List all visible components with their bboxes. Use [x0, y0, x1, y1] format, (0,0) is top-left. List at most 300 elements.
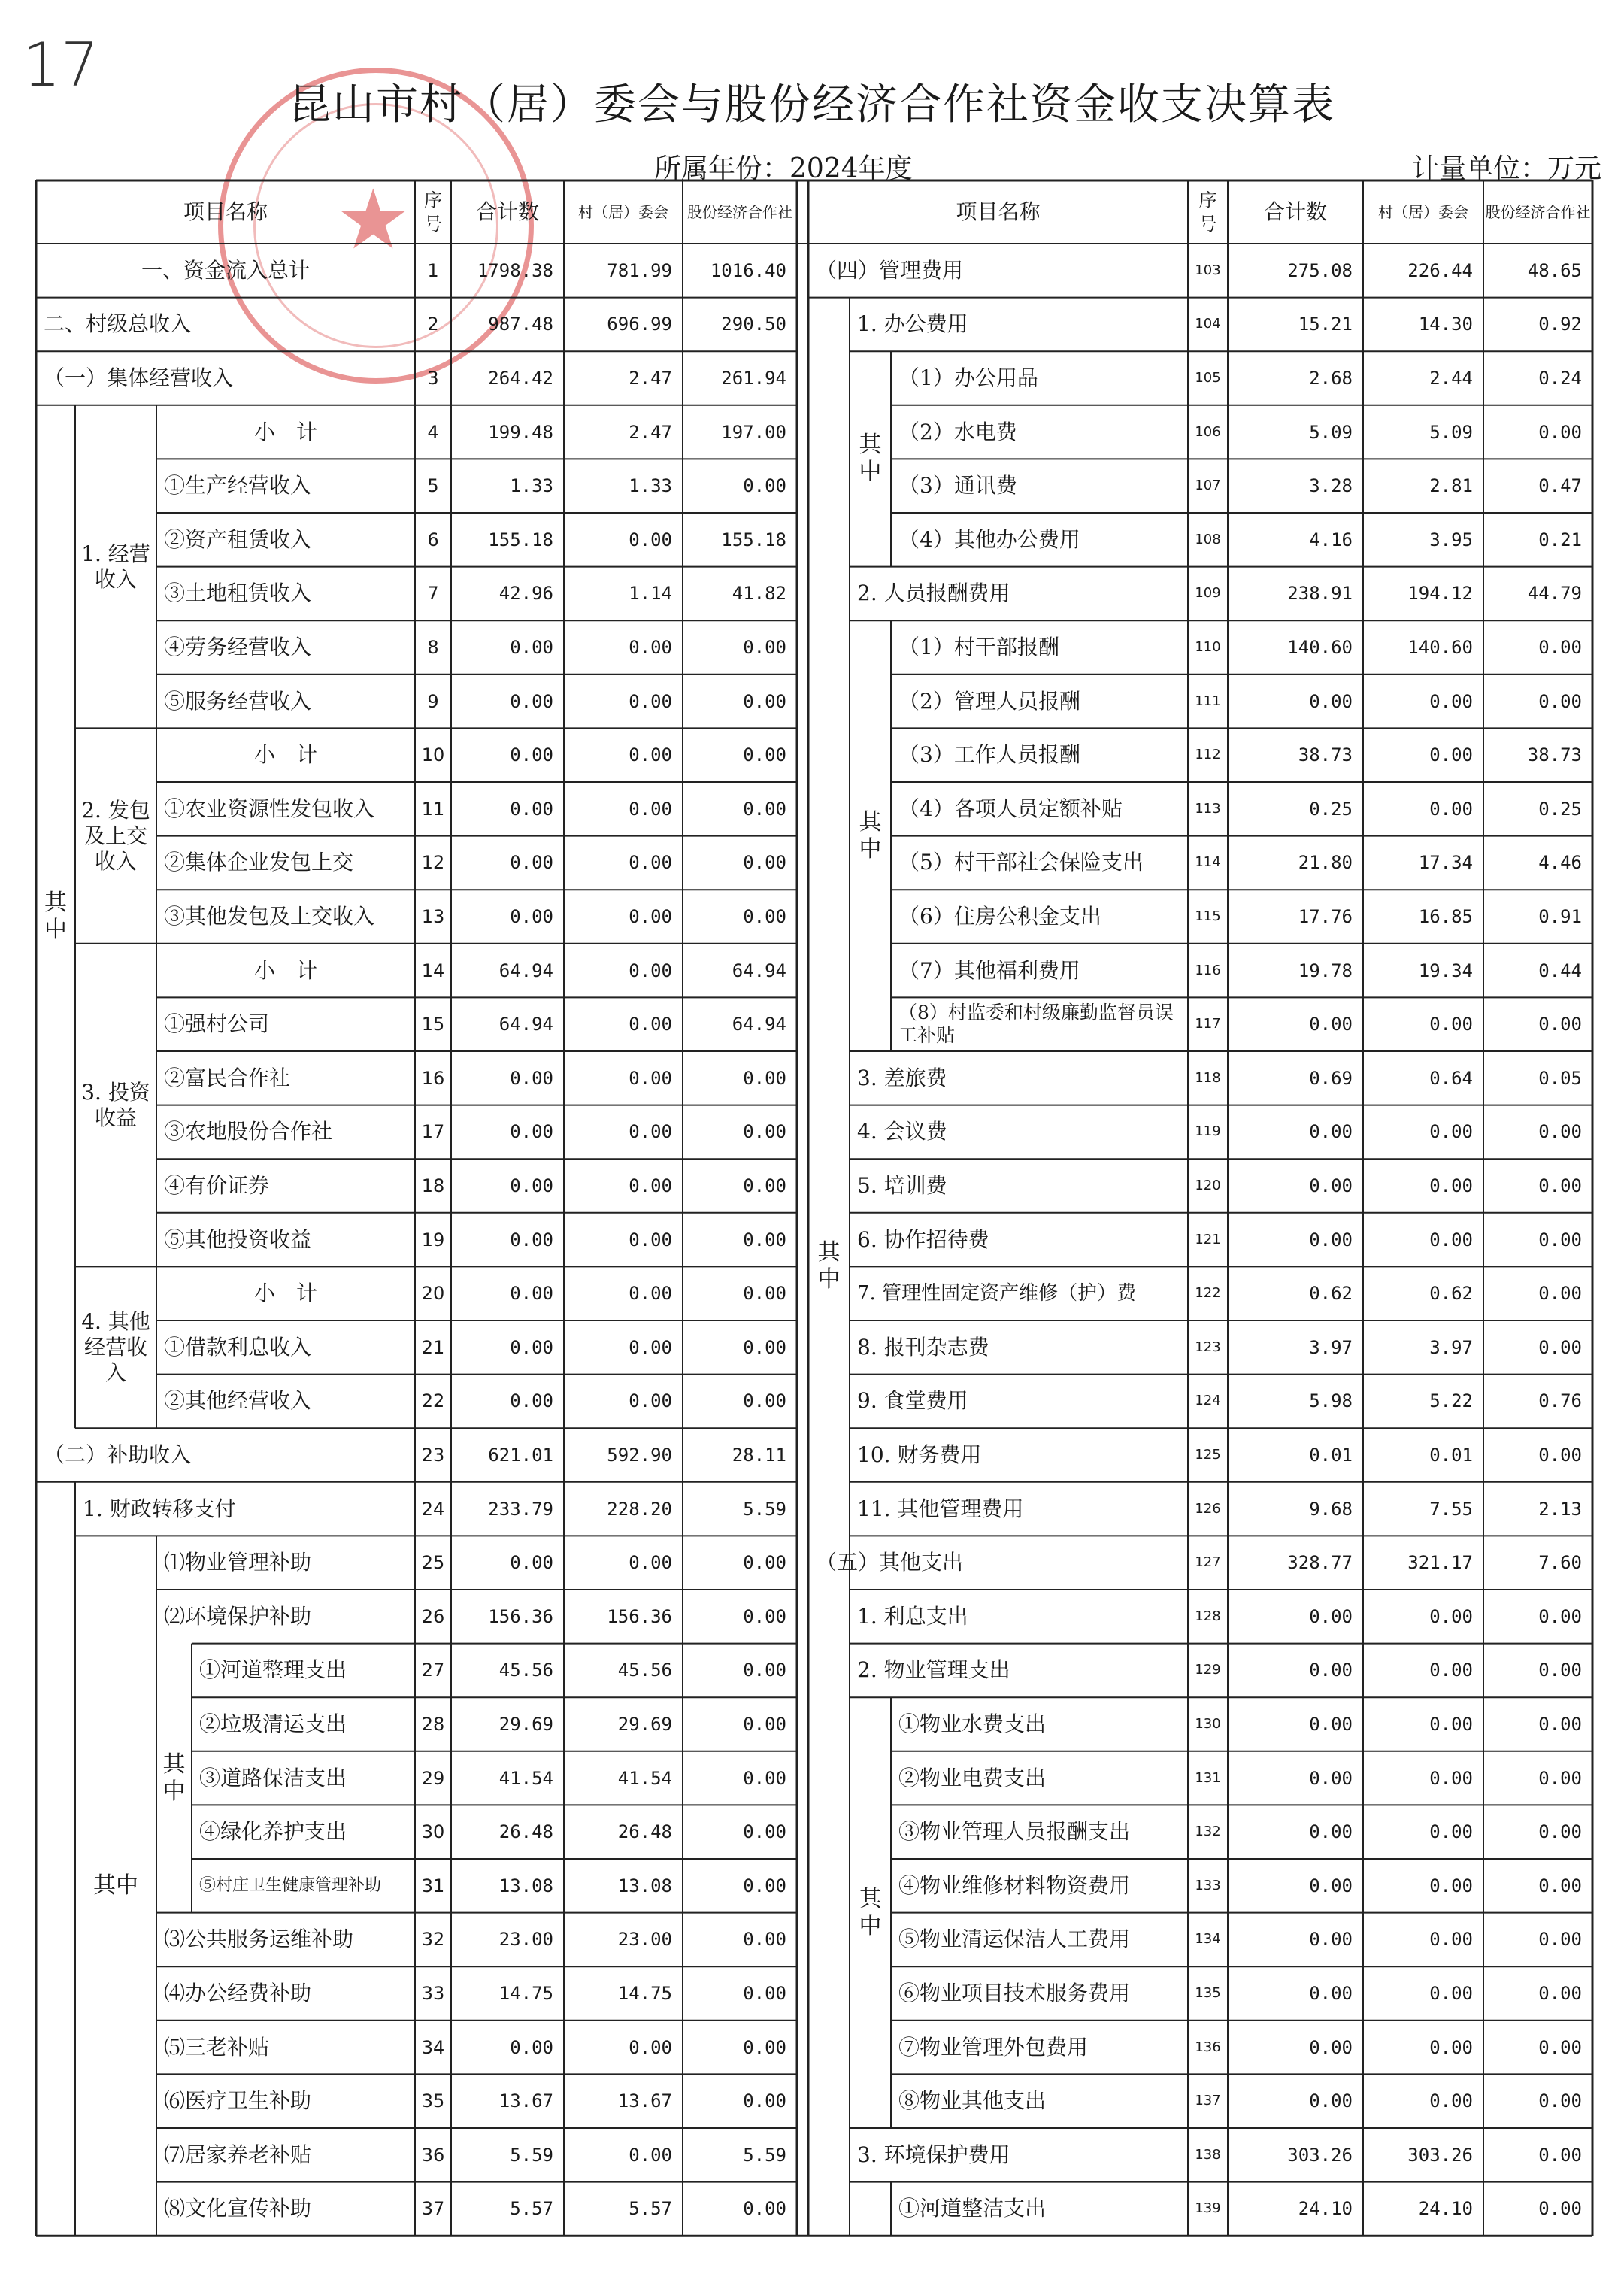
right-committee: 5.09 [1429, 421, 1473, 443]
left-item-name: ⑤村庄卫生健康管理补助 [199, 1875, 382, 1895]
right-total: 140.60 [1287, 636, 1353, 658]
left-coop: 5.59 [743, 2144, 786, 2166]
left-seq: 8 [427, 636, 439, 658]
left-item-name: ①农业资源性发包收入 [164, 796, 375, 821]
right-coop: 0.21 [1538, 529, 1582, 550]
right-committee: 0.00 [1429, 1121, 1473, 1143]
left-coop: 0.00 [743, 1875, 786, 1896]
header-committee: 村（居）委会 [1378, 203, 1468, 221]
right-seq: 128 [1195, 1608, 1221, 1624]
left-total: 155.18 [488, 529, 553, 550]
left-committee: 2.47 [629, 421, 672, 443]
left-coop: 5.59 [743, 1498, 786, 1520]
left-total: 5.59 [510, 2144, 553, 2166]
left-seq: 11 [421, 798, 445, 820]
right-total: 0.25 [1309, 798, 1353, 820]
left-coop: 64.94 [732, 960, 786, 981]
left-seq: 21 [421, 1336, 445, 1358]
right-item-name: ③物业管理人员报酬支出 [898, 1819, 1131, 1845]
header-item-name: 项目名称 [183, 199, 268, 224]
right-item-name: 3. 差旅费 [857, 1065, 947, 1090]
left-item-name: ⑻文化宣传补助 [164, 2196, 312, 2221]
left-coop: 28.11 [732, 1444, 786, 1466]
right-item-name: 11. 其他管理费用 [857, 1496, 1024, 1521]
left-committee: 0.00 [629, 690, 672, 712]
right-committee: 0.01 [1429, 1444, 1473, 1466]
right-seq: 129 [1195, 1662, 1221, 1678]
right-seq: 118 [1195, 1069, 1221, 1086]
left-coop: 197.00 [721, 421, 786, 443]
left-item-name: ②集体企业发包上交 [164, 850, 354, 875]
right-seq: 133 [1195, 1877, 1221, 1893]
right-total: 0.00 [1309, 2036, 1353, 2058]
right-seq: 112 [1195, 747, 1221, 763]
right-committee: 0.00 [1429, 798, 1473, 820]
right-total: 17.76 [1298, 905, 1353, 927]
right-total: 0.00 [1309, 1821, 1353, 1843]
right-total: 0.00 [1309, 690, 1353, 712]
left-item-name: ②富民合作社 [164, 1065, 291, 1090]
right-item-name: ②物业电费支出 [898, 1765, 1047, 1790]
right-total: 0.00 [1309, 1713, 1353, 1735]
left-total: 0.00 [510, 905, 553, 927]
right-item-name: （五）其他支出 [816, 1550, 964, 1575]
left-seq: 36 [421, 2144, 445, 2166]
right-seq: 136 [1195, 2039, 1221, 2055]
right-seq: 103 [1195, 262, 1221, 278]
right-coop: 0.00 [1538, 1821, 1582, 1843]
right-item-name: （1）办公用品 [898, 365, 1038, 390]
right-total: 2.68 [1309, 367, 1353, 389]
left-committee: 0.00 [629, 1229, 672, 1251]
left-total: 23.00 [498, 1929, 553, 1951]
right-seq: 109 [1195, 585, 1221, 602]
right-total: 24.10 [1298, 2198, 1353, 2220]
header-item-name: 项目名称 [956, 199, 1041, 224]
left-seq: 35 [421, 2090, 445, 2112]
left-seq: 19 [421, 1229, 445, 1251]
left-seq: 31 [421, 1875, 445, 1896]
left-coop: 0.00 [743, 475, 786, 497]
left-committee: 1.14 [629, 583, 672, 605]
left-item-name: ①生产经营收入 [164, 473, 312, 499]
right-coop: 0.00 [1538, 2036, 1582, 2058]
right-item-name: ⑦物业管理外包费用 [898, 2034, 1089, 2060]
right-seq: 130 [1195, 1715, 1221, 1732]
left-seq: 25 [421, 1552, 445, 1574]
left-coop: 0.00 [743, 1605, 786, 1627]
right-seq: 123 [1195, 1338, 1221, 1355]
left-item-name: ②其他经营收入 [164, 1388, 312, 1414]
right-item-name: （四）管理费用 [816, 257, 964, 283]
right-seq: 105 [1195, 369, 1221, 386]
left-total: 0.00 [510, 1121, 553, 1143]
left-total: 64.94 [498, 1014, 553, 1035]
left-item-name: ④绿化养护支出 [199, 1819, 347, 1845]
left-item-name: ③道路保洁支出 [199, 1765, 347, 1790]
right-coop: 0.00 [1538, 1283, 1582, 1305]
left-seq: 13 [421, 905, 445, 927]
left-committee: 0.00 [629, 1336, 672, 1358]
right-total: 238.91 [1287, 583, 1353, 605]
right-seq: 122 [1195, 1285, 1221, 1302]
right-coop: 0.00 [1538, 1982, 1582, 2004]
left-qizhong-env: 其中 [162, 1751, 186, 1805]
right-item-name: ④物业维修材料物资费用 [898, 1872, 1131, 1898]
left-committee: 0.00 [629, 529, 672, 550]
left-committee: 26.48 [617, 1821, 672, 1843]
left-committee: 13.67 [617, 2090, 672, 2112]
left-total: 0.00 [510, 1552, 553, 1574]
right-coop: 0.00 [1538, 1660, 1582, 1681]
right-committee: 194.12 [1407, 583, 1473, 605]
right-coop: 0.00 [1538, 690, 1582, 712]
right-seq: 131 [1195, 1769, 1221, 1786]
right-committee: 0.00 [1429, 1605, 1473, 1627]
right-total: 3.28 [1309, 475, 1353, 497]
right-total: 3.97 [1309, 1336, 1353, 1358]
fiscal-year: 所属年份：2024年度 [654, 153, 913, 184]
left-coop: 0.00 [743, 1929, 786, 1951]
left-committee: 0.00 [629, 1390, 672, 1412]
left-seq: 22 [421, 1390, 445, 1412]
left-item-name: ⑤其他投资收益 [164, 1226, 312, 1252]
right-total: 5.98 [1309, 1390, 1353, 1412]
header-seq: 序号 [424, 189, 442, 235]
right-coop: 0.76 [1538, 1390, 1582, 1412]
right-coop: 0.00 [1538, 1121, 1582, 1143]
left-committee: 0.00 [629, 1121, 672, 1143]
left-total: 1.33 [510, 475, 553, 497]
right-committee: 0.00 [1429, 1929, 1473, 1951]
right-committee: 0.00 [1429, 1821, 1473, 1843]
right-committee: 226.44 [1407, 259, 1473, 281]
left-seq: 12 [421, 852, 445, 874]
right-coop: 0.00 [1538, 1713, 1582, 1735]
right-committee: 303.26 [1407, 2144, 1473, 2166]
right-item-name: 9. 食堂费用 [857, 1388, 968, 1414]
right-seq: 139 [1195, 2200, 1221, 2217]
left-coop: 0.00 [743, 1283, 786, 1305]
left-coop: 0.00 [743, 1067, 786, 1089]
right-seq: 119 [1195, 1123, 1221, 1140]
right-committee: 19.34 [1418, 960, 1473, 981]
right-committee: 5.22 [1429, 1390, 1473, 1412]
left-coop: 0.00 [743, 2090, 786, 2112]
left-coop: 0.00 [743, 798, 786, 820]
group-other-income: 4. 其他经营收入 [81, 1308, 150, 1385]
right-seq: 108 [1195, 531, 1221, 547]
right-committee: 3.97 [1429, 1336, 1473, 1358]
left-coop: 155.18 [721, 529, 786, 550]
right-seq: 120 [1195, 1177, 1221, 1193]
right-total: 15.21 [1298, 314, 1353, 335]
left-committee: 0.00 [629, 960, 672, 981]
right-item-name: 3. 环境保护费用 [857, 2142, 1010, 2167]
group-contract-income: 2. 发包及上交收入 [81, 797, 150, 874]
right-total: 38.73 [1298, 744, 1353, 766]
right-total: 5.09 [1309, 421, 1353, 443]
right-total: 0.00 [1309, 1175, 1353, 1196]
left-seq: 9 [427, 690, 439, 712]
left-coop: 0.00 [743, 1552, 786, 1574]
right-coop: 0.00 [1538, 1229, 1582, 1251]
left-coop: 0.00 [743, 636, 786, 658]
right-qizhong-personnel: 其中 [859, 808, 882, 863]
right-committee: 0.00 [1429, 1229, 1473, 1251]
right-committee: 140.60 [1407, 636, 1473, 658]
left-coop: 41.82 [732, 583, 786, 605]
right-coop: 48.65 [1527, 259, 1582, 281]
left-seq: 3 [427, 367, 439, 389]
left-coop: 0.00 [743, 1660, 786, 1681]
right-item-name: 2. 物业管理支出 [857, 1657, 1010, 1683]
left-seq: 20 [421, 1283, 445, 1305]
left-item-name: ③土地租赁收入 [164, 581, 312, 606]
left-coop: 261.94 [721, 367, 786, 389]
right-seq: 104 [1195, 316, 1221, 332]
left-total: 13.67 [498, 2090, 553, 2112]
left-total: 5.57 [510, 2198, 553, 2220]
left-qizhong-income: 其中 [44, 889, 67, 943]
header-total: 合计数 [475, 199, 539, 224]
right-committee: 2.81 [1429, 475, 1473, 497]
left-item-name: ⑶公共服务运维补助 [164, 1927, 354, 1952]
right-seq: 111 [1195, 693, 1221, 709]
left-seq: 1 [427, 259, 439, 281]
right-seq: 138 [1195, 2146, 1221, 2163]
left-committee: 1.33 [629, 475, 672, 497]
left-committee: 23.00 [617, 1929, 672, 1951]
right-seq: 114 [1195, 854, 1221, 871]
right-seq: 110 [1195, 638, 1221, 655]
right-coop: 0.00 [1538, 1014, 1582, 1035]
right-total: 0.00 [1309, 1982, 1353, 2004]
right-committee: 321.17 [1407, 1552, 1473, 1574]
left-total: 0.00 [510, 1336, 553, 1358]
right-coop: 0.00 [1538, 636, 1582, 658]
right-seq: 135 [1195, 1984, 1221, 2001]
left-total: 45.56 [498, 1660, 553, 1681]
right-item-name: （4）其他办公费用 [898, 526, 1080, 552]
left-committee: 41.54 [617, 1767, 672, 1789]
right-item-name: （6）住房公积金支出 [898, 903, 1101, 929]
right-committee: 0.00 [1429, 1982, 1473, 2004]
left-coop: 0.00 [743, 1767, 786, 1789]
right-committee: 2.44 [1429, 367, 1473, 389]
left-committee: 45.56 [617, 1660, 672, 1681]
left-total: 41.54 [498, 1767, 553, 1789]
left-seq: 10 [421, 744, 445, 766]
right-item-name: （2）水电费 [898, 419, 1017, 444]
right-seq: 126 [1195, 1500, 1221, 1517]
right-committee: 0.62 [1429, 1283, 1473, 1305]
right-committee: 0.00 [1429, 2090, 1473, 2112]
left-seq: 18 [421, 1175, 445, 1196]
left-seq: 24 [421, 1498, 445, 1520]
right-item-name: 1. 办公费用 [857, 311, 968, 337]
left-total: 64.94 [498, 960, 553, 981]
right-qizhong-property: 其中 [859, 1885, 882, 1939]
left-committee: 5.57 [629, 2198, 672, 2220]
right-total: 0.00 [1309, 1605, 1353, 1627]
page-title: 昆山市村（居）委会与股份经济合作社资金收支决算表 [289, 80, 1335, 129]
left-seq: 29 [421, 1767, 445, 1789]
left-total: 0.00 [510, 636, 553, 658]
right-coop: 0.05 [1538, 1067, 1582, 1089]
left-committee: 0.00 [629, 2036, 672, 2058]
left-coop: 1016.40 [710, 259, 786, 281]
right-coop: 0.00 [1538, 2090, 1582, 2112]
right-coop: 0.00 [1538, 2144, 1582, 2166]
right-qizhong-office: 其中 [859, 432, 882, 486]
right-seq: 134 [1195, 1931, 1221, 1948]
right-coop: 44.79 [1527, 583, 1582, 605]
left-total: 621.01 [488, 1444, 553, 1466]
left-committee: 0.00 [629, 852, 672, 874]
header-committee: 村（居）委会 [578, 203, 668, 221]
right-committee: 0.00 [1429, 1875, 1473, 1896]
left-committee: 0.00 [629, 744, 672, 766]
left-coop: 0.00 [743, 1121, 786, 1143]
left-coop: 0.00 [743, 1713, 786, 1735]
handwritten-page-number: 17 [23, 30, 99, 100]
right-committee: 0.00 [1429, 1713, 1473, 1735]
right-total: 0.00 [1309, 1229, 1353, 1251]
header-seq: 序号 [1198, 189, 1217, 235]
right-total: 19.78 [1298, 960, 1353, 981]
right-item-name: ⑤物业清运保洁人工费用 [898, 1927, 1131, 1952]
left-item-name: 1. 财政转移支付 [83, 1496, 236, 1521]
left-item-name: ⑸三老补贴 [164, 2034, 270, 2060]
right-item-name: （5）村干部社会保险支出 [898, 850, 1144, 875]
right-committee: 0.00 [1429, 1660, 1473, 1681]
left-total: 0.00 [510, 2036, 553, 2058]
right-item-name: 2. 人员报酬费用 [857, 581, 1010, 606]
right-committee: 0.00 [1429, 1014, 1473, 1035]
left-committee: 0.00 [629, 905, 672, 927]
left-committee: 14.75 [617, 1982, 672, 2004]
left-total: 0.00 [510, 744, 553, 766]
right-committee: 17.34 [1418, 852, 1473, 874]
right-committee: 0.00 [1429, 1767, 1473, 1789]
right-total: 0.01 [1309, 1444, 1353, 1466]
left-item-name: ⑴物业管理补助 [164, 1550, 312, 1575]
left-coop: 0.00 [743, 2036, 786, 2058]
left-committee: 228.20 [607, 1498, 672, 1520]
left-total: 0.00 [510, 1229, 553, 1251]
left-seq: 32 [421, 1929, 445, 1951]
left-item-name: ⑤服务经营收入 [164, 688, 312, 714]
left-total: 1798.38 [477, 259, 553, 281]
left-coop: 0.00 [743, 690, 786, 712]
right-coop: 0.24 [1538, 367, 1582, 389]
left-total: 156.36 [488, 1605, 553, 1627]
left-item-name: 小 计 [253, 742, 317, 768]
left-coop: 0.00 [743, 1229, 786, 1251]
left-seq: 6 [427, 529, 439, 550]
left-coop: 0.00 [743, 1982, 786, 2004]
right-coop: 0.00 [1538, 1875, 1582, 1896]
right-total: 0.62 [1309, 1283, 1353, 1305]
left-item-name: ②垃圾清运支出 [199, 1711, 347, 1736]
right-item-name: （3）工作人员报酬 [898, 742, 1080, 768]
left-item-name: ⑹医疗卫生补助 [164, 2088, 312, 2114]
left-coop: 0.00 [743, 1821, 786, 1843]
right-qizhong-mgmt: 其中 [817, 1239, 841, 1293]
right-item-name: ⑥物业项目技术服务费用 [898, 1980, 1131, 2005]
left-total: 264.42 [488, 367, 553, 389]
right-item-name: 1. 利息支出 [857, 1603, 968, 1629]
left-total: 29.69 [498, 1713, 553, 1735]
right-total: 0.00 [1309, 2090, 1353, 2112]
right-coop: 0.91 [1538, 905, 1582, 927]
left-committee: 0.00 [629, 1014, 672, 1035]
right-item-name: 8. 报刊杂志费 [857, 1334, 989, 1360]
left-total: 0.00 [510, 1175, 553, 1196]
right-seq: 107 [1195, 477, 1221, 494]
left-qizhong-subsidy: 其中 [93, 1872, 138, 1899]
right-total: 0.00 [1309, 1660, 1353, 1681]
left-seq: 33 [421, 1982, 445, 2004]
right-seq: 132 [1195, 1824, 1221, 1840]
right-committee: 0.00 [1429, 744, 1473, 766]
left-total: 14.75 [498, 1982, 553, 2004]
right-committee: 0.00 [1429, 1175, 1473, 1196]
left-committee: 13.08 [617, 1875, 672, 1896]
left-item-name: ③其他发包及上交收入 [164, 903, 375, 929]
left-total: 199.48 [488, 421, 553, 443]
right-total: 0.00 [1309, 1014, 1353, 1035]
left-total: 0.00 [510, 1067, 553, 1089]
left-seq: 14 [421, 960, 445, 981]
right-item-name: （8）村监委和村级廉勤监督员误工补贴 [898, 1002, 1174, 1047]
right-committee: 0.00 [1429, 2036, 1473, 2058]
left-coop: 0.00 [743, 852, 786, 874]
right-item-name: 10. 财务费用 [857, 1442, 982, 1467]
right-committee: 14.30 [1418, 314, 1473, 335]
left-item-name: ①强村公司 [164, 1011, 270, 1037]
right-coop: 0.00 [1538, 1929, 1582, 1951]
left-seq: 17 [421, 1121, 445, 1143]
left-committee: 781.99 [607, 259, 672, 281]
left-coop: 0.00 [743, 905, 786, 927]
left-coop: 290.50 [721, 314, 786, 335]
group-operating-income: 1. 经营收入 [81, 541, 150, 592]
left-item-name: ④有价证券 [164, 1172, 270, 1198]
left-total: 0.00 [510, 690, 553, 712]
left-committee: 156.36 [607, 1605, 672, 1627]
right-item-name: 5. 培训费 [857, 1172, 947, 1198]
right-total: 0.69 [1309, 1067, 1353, 1089]
left-item-name: ⑵环境保护补助 [164, 1603, 312, 1629]
right-coop: 0.25 [1538, 798, 1582, 820]
right-total: 21.80 [1298, 852, 1353, 874]
left-seq: 34 [421, 2036, 445, 2058]
right-seq: 124 [1195, 1393, 1221, 1409]
left-item-name: 小 计 [253, 957, 317, 983]
right-item-name: ⑧物业其他支出 [898, 2088, 1047, 2114]
header-total: 合计数 [1263, 199, 1327, 224]
right-coop: 2.13 [1538, 1498, 1582, 1520]
right-item-name: （2）管理人员报酬 [898, 688, 1080, 714]
right-coop: 0.00 [1538, 421, 1582, 443]
left-seq: 16 [421, 1067, 445, 1089]
left-seq: 5 [427, 475, 439, 497]
right-seq: 106 [1195, 423, 1221, 440]
right-coop: 0.00 [1538, 1175, 1582, 1196]
left-committee: 2.47 [629, 367, 672, 389]
